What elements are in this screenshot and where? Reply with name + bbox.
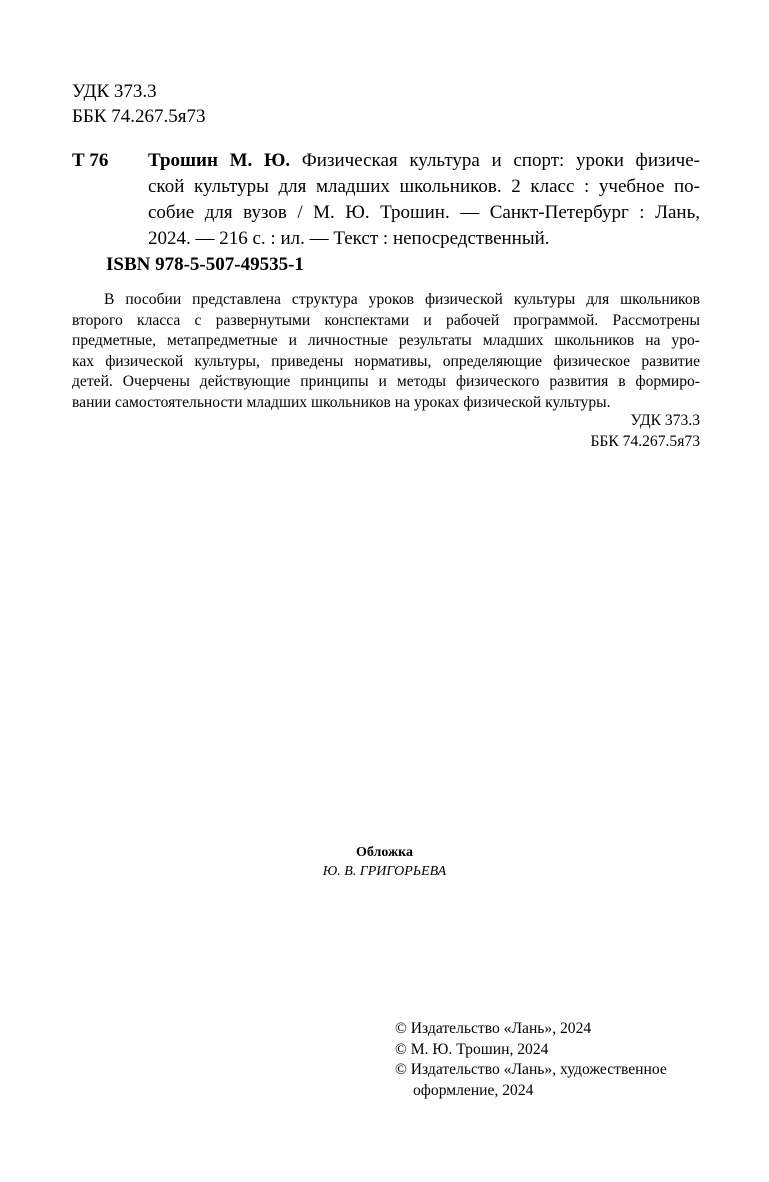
bbk-code: ББК 74.267.5я73 — [72, 106, 206, 127]
udk-code: УДК 373.3 — [72, 81, 157, 102]
abstract — [72, 290, 700, 413]
abstract-line: предметные, метапредметные и личностные результаты младших школьников на уро- — [72, 332, 700, 349]
bibliographic-description — [148, 148, 700, 252]
copyright-line: © Издательство «Лань», художественное — [395, 1061, 667, 1079]
classification-codes-right — [590, 411, 700, 452]
cover-credit — [0, 843, 769, 881]
abstract-line: ках физической культуры, приведены нормативы, определяющие физическое развитие — [72, 352, 700, 370]
description-line: Трошин М. Ю. Физическая культура и спорт: уроки физиче- — [148, 150, 701, 171]
udk-code-right: УДК 373.3 — [630, 412, 700, 429]
cover-designer: Ю. В. ГРИГОРЬЕВА — [322, 864, 447, 879]
author-sign: Т 76 — [72, 150, 109, 171]
abstract-line: детей. Очерчены действующие принципы и методы физического развития в формиро- — [72, 373, 700, 390]
description-line: ской культуры для младших школьников. 2 класс : учебное по- — [148, 176, 700, 197]
copyright-line: оформление, 2024 — [413, 1081, 534, 1099]
author-name: Трошин М. Ю. — [148, 150, 291, 171]
bibliographic-entry — [72, 148, 700, 252]
cover-label: Обложка — [355, 845, 414, 860]
classification-codes — [72, 79, 205, 129]
copyright-line: © Издательство «Лань», 2024 — [395, 1020, 592, 1037]
description-line: 2024. — 216 с. : ил. — Текст : непосредственный. — [148, 228, 550, 249]
copyright-notices — [395, 1019, 667, 1101]
description-line: собие для вузов / М. Ю. Трошин. — Санкт-Петербург : Лань, — [148, 202, 700, 223]
bbk-code-right: ББК 74.267.5я73 — [590, 432, 700, 450]
abstract-line: В пособии представлена структура уроков физической культуры для школьников — [104, 291, 700, 308]
abstract-line: вании самостоятельности младших школьников на уроках физической культуры. — [72, 393, 611, 411]
abstract-line: второго класса с развернутыми конспектами и рабочей программой. Рассмотрены — [72, 311, 700, 329]
isbn: ISBN 978-5-507-49535-1 — [106, 254, 304, 275]
copyright-line: © М. Ю. Трошин, 2024 — [395, 1040, 549, 1058]
